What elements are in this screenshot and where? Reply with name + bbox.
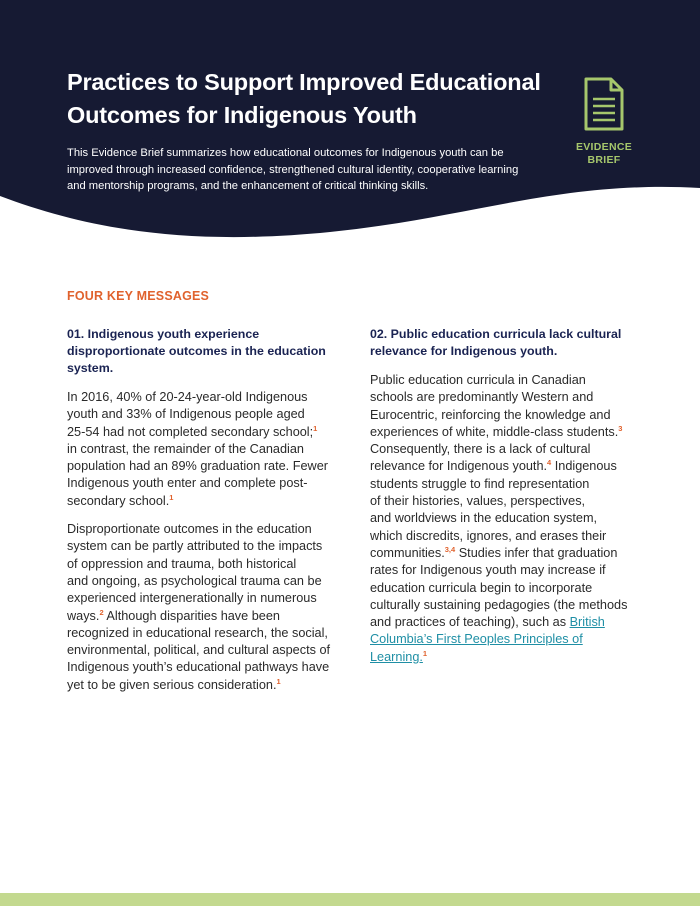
title-line-1: Practices to Support Improved Educational <box>67 69 541 95</box>
evidence-brief-badge <box>566 77 642 167</box>
text-line: of their histories, values, perspectives, <box>370 494 586 509</box>
text-run: 25-54 had not completed secondary school; <box>67 424 314 439</box>
message-02-title-line: 02. Public education curricula lack cultural <box>370 327 622 341</box>
document-icon <box>583 77 625 131</box>
text-line <box>67 493 349 510</box>
citation-ref[interactable]: 1 <box>276 676 281 686</box>
text-line: and worldviews in the education system, <box>370 511 598 526</box>
page-title <box>67 66 541 132</box>
text-line <box>67 424 349 441</box>
summary-text <box>67 145 537 195</box>
text-run: experiences of white, middle-class students. <box>370 424 619 439</box>
badge-label-line-2: BRIEF <box>587 154 621 166</box>
title-line-2: Outcomes for Indigenous Youth <box>67 102 417 128</box>
summary-line-2: improved through increased confidence, strengthened cultural identity, cooperative learning <box>67 163 519 176</box>
badge-label-line-1: EVIDENCE <box>575 141 633 153</box>
footer-bar <box>0 893 700 906</box>
message-01-title-line: 01. Indigenous youth experience <box>67 327 260 341</box>
text-line: experienced intergenerationally in numerous <box>67 591 317 606</box>
text-line: Indigenous youth enter and complete post- <box>67 476 308 491</box>
first-peoples-principles-link[interactable]: Learning. <box>370 649 423 664</box>
text-line: Indigenous youth’s educational pathways have <box>67 660 330 675</box>
text-run: yet to be given serious consideration. <box>67 677 277 692</box>
text-line: environmental, political, and cultural aspects of <box>67 643 331 658</box>
text-line: population had an 89% graduation rate. Fewer <box>67 459 328 474</box>
text-line: In 2016, 40% of 20-24-year-old Indigenous <box>67 390 308 404</box>
summary-line-3: and mentorship programs, and the enhancement of critical thinking skills. <box>67 180 429 192</box>
text-line: youth and 33% of Indigenous people aged <box>67 407 305 422</box>
first-peoples-principles-link[interactable]: Columbia’s First Peoples Principles of <box>370 632 583 647</box>
message-01 <box>67 326 349 705</box>
text-run: communities. <box>370 545 445 560</box>
text-line <box>370 614 652 631</box>
text-line <box>370 458 652 475</box>
text-run: secondary school. <box>67 493 170 508</box>
badge-label <box>566 141 642 167</box>
text-line: students struggle to find representation <box>370 476 590 491</box>
text-line <box>67 608 349 625</box>
message-02-title-line: relevance for Indigenous youth. <box>370 344 558 358</box>
citation-ref[interactable]: 3,4 <box>444 544 456 554</box>
message-01-paragraph-2 <box>67 521 349 694</box>
message-01-paragraph-1 <box>67 389 349 510</box>
citation-ref[interactable]: 2 <box>99 607 104 617</box>
citation-ref[interactable]: 3 <box>618 423 623 433</box>
text-line <box>67 677 349 694</box>
first-peoples-principles-link[interactable]: British <box>569 615 605 630</box>
text-line: Consequently, there is a lack of cultural <box>370 442 591 457</box>
text-run: relevance for Indigenous youth. <box>370 459 548 474</box>
citation-ref[interactable]: 1 <box>313 423 318 433</box>
text-line <box>370 649 652 666</box>
message-02 <box>370 326 652 677</box>
text-line <box>370 631 652 648</box>
text-line: education curricula begin to incorporate <box>370 580 593 595</box>
citation-ref[interactable]: 1 <box>169 492 174 502</box>
message-02-title <box>370 326 652 360</box>
text-line: in contrast, the remainder of the Canadian <box>67 441 304 456</box>
text-line: system can be partly attributed to the impacts <box>67 539 323 554</box>
text-run: Studies infer that graduation <box>455 545 618 560</box>
message-02-paragraph-1 <box>370 372 652 666</box>
text-line: Eurocentric, reinforcing the knowledge and <box>370 407 611 422</box>
text-line: which discredits, ignores, and erases their <box>370 528 607 543</box>
text-line <box>370 424 652 441</box>
message-01-title-line: disproportionate outcomes in the education <box>67 344 326 358</box>
text-run: ways. <box>67 608 100 623</box>
text-line: culturally sustaining pedagogies (the methods <box>370 597 628 612</box>
text-run: Although disparities have been <box>103 608 280 623</box>
text-line: of oppression and trauma, both historical <box>67 556 297 571</box>
text-line: Public education curricula in Canadian <box>370 373 586 387</box>
text-run: and practices of teaching), such as <box>370 615 570 630</box>
text-line: and ongoing, as psychological trauma can be <box>67 573 322 588</box>
citation-ref[interactable]: 1 <box>422 648 428 658</box>
citation-ref[interactable]: 4 <box>547 458 552 468</box>
text-line: rates for Indigenous youth may increase if <box>370 563 606 578</box>
text-line <box>370 545 652 562</box>
text-line: recognized in educational research, the social, <box>67 625 328 640</box>
section-heading: FOUR KEY MESSAGES <box>67 289 210 303</box>
text-run: Indigenous <box>551 459 617 474</box>
text-line: schools are predominantly Western and <box>370 390 594 405</box>
message-01-title <box>67 326 349 377</box>
message-01-title-line: system. <box>67 361 114 375</box>
text-line: Disproportionate outcomes in the education <box>67 522 312 537</box>
summary-line-1: This Evidence Brief summarizes how educational outcomes for Indigenous youth can be <box>67 147 504 159</box>
